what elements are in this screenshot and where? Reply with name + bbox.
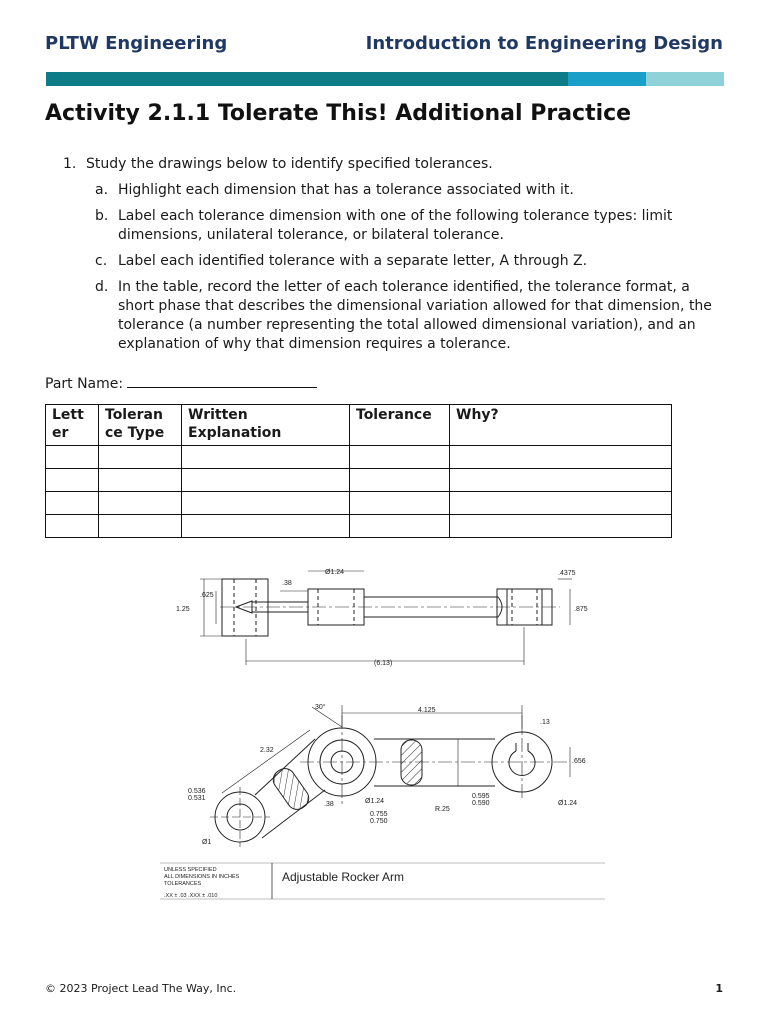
dim-label: .38 [282, 580, 292, 587]
table-cell[interactable] [450, 492, 672, 515]
dim-label: 0.595 [472, 793, 490, 800]
dim-label: Ø1.24 [325, 569, 345, 576]
table-cell[interactable] [450, 515, 672, 538]
dim-label: 30° [315, 704, 326, 711]
table-cell[interactable] [350, 515, 450, 538]
dim-label: .656 [572, 758, 586, 765]
sub-item-letter: b. [95, 208, 109, 224]
header-bar-segment-1 [46, 72, 568, 86]
table-row [46, 469, 672, 492]
table-cell[interactable] [182, 469, 350, 492]
sub-item-letter: c. [95, 253, 108, 269]
sub-item-text: Label each identified tolerance with a separate letter, A through Z. [118, 253, 588, 269]
table-cell[interactable] [182, 515, 350, 538]
table-row [46, 515, 672, 538]
col-header-why: Why? [450, 405, 672, 446]
header-bar-segment-3 [646, 72, 724, 86]
dim-label: 0.755 [370, 811, 388, 818]
part-name-field [45, 373, 317, 392]
table-row [46, 492, 672, 515]
copyright: © 2023 Project Lead The Way, Inc. [45, 982, 237, 995]
col-header-letter: Lett er [46, 405, 99, 446]
dim-label: .4375 [558, 570, 576, 577]
col-header-type: Toleran ce Type [99, 405, 182, 446]
table-cell[interactable] [350, 446, 450, 469]
rocker-arm-drawing [160, 555, 610, 905]
dim-label: .625 [200, 592, 214, 599]
table-row [46, 446, 672, 469]
item-number: 1. [63, 156, 77, 172]
title-block-line: UNLESS SPECIFIED [164, 867, 217, 873]
instruction-item-1 [45, 155, 725, 174]
table-cell[interactable] [46, 492, 99, 515]
table-cell[interactable] [450, 469, 672, 492]
page-title: Activity 2.1.1 Tolerate This! Additional Practice [45, 101, 632, 126]
dim-label: Ø1.24 [558, 800, 578, 807]
dim-label: Ø1 [202, 839, 212, 846]
dim-label: 0.750 [370, 818, 388, 825]
sub-item-b [45, 207, 725, 245]
tolerance-table [45, 404, 672, 538]
table-cell[interactable] [46, 515, 99, 538]
dim-label: 0.531 [188, 795, 206, 802]
table-cell[interactable] [46, 446, 99, 469]
dim-label: 0.536 [188, 788, 206, 795]
table-cell[interactable] [99, 515, 182, 538]
col-header-explanation: Written Explanation [182, 405, 350, 446]
sub-item-a [45, 181, 725, 200]
top-view-labels [176, 569, 588, 667]
title-block-line: ALL DIMENSIONS IN INCHES [164, 874, 240, 880]
top-view [200, 571, 572, 665]
part-name-label: Part Name: [45, 376, 124, 392]
col-header-tolerance: Tolerance [350, 405, 450, 446]
table-cell[interactable] [99, 446, 182, 469]
table-cell[interactable] [350, 492, 450, 515]
dim-label: (6.13) [374, 660, 393, 667]
dim-label: .13 [540, 719, 550, 726]
sub-item-c [45, 252, 725, 271]
sub-item-text: In the table, record the letter of each tolerance identified, the tolerance format, a short phase that describes the dimensional variation allowed for that dimension, the tolerance (a number representing the total allowed dimensional variation), and an explanation of why that dimension requires a tolerance. [118, 279, 712, 352]
sub-item-letter: a. [95, 182, 109, 198]
slot-hatch [401, 740, 422, 785]
header-course: Introduction to Engineering Design [365, 33, 723, 54]
dim-label: Ø1.24 [365, 798, 385, 805]
table-cell[interactable] [182, 492, 350, 515]
table-cell[interactable] [46, 469, 99, 492]
dim-label: R.25 [435, 806, 450, 813]
dim-label: 2.32 [260, 747, 274, 754]
title-block-line: TOLERANCES [164, 881, 202, 887]
sub-item-letter: d. [95, 279, 109, 295]
dim-label: 1.25 [176, 606, 190, 613]
left-block [222, 579, 268, 636]
table-header-row [46, 405, 672, 446]
dim-label: 0.590 [472, 800, 490, 807]
page-number: 1 [715, 982, 723, 995]
table-cell[interactable] [99, 492, 182, 515]
table-cell[interactable] [350, 469, 450, 492]
header-bar-segment-2 [568, 72, 646, 86]
item-text: Study the drawings below to identify specified tolerances. [86, 156, 493, 172]
table-cell[interactable] [450, 446, 672, 469]
sub-item-text: Highlight each dimension that has a tolerance associated with it. [118, 182, 574, 198]
part-title: Adjustable Rocker Arm [282, 870, 405, 884]
instructions [45, 155, 725, 354]
table-cell[interactable] [99, 469, 182, 492]
dim-label: 4.125 [418, 707, 436, 714]
arm-hatch [269, 765, 312, 814]
front-view [210, 705, 570, 847]
table-cell[interactable] [182, 446, 350, 469]
sub-item-d [45, 278, 725, 354]
part-name-blank[interactable] [127, 373, 317, 388]
dim-label: .875 [574, 606, 588, 613]
sub-item-text: Label each tolerance dimension with one of the following tolerance types: limit dimensions, unilateral tolerance, or bilateral tolerance. [118, 208, 673, 243]
title-block [160, 863, 605, 899]
title-block-line: .XX ± .03 .XXX ± .010 [164, 893, 218, 899]
header-program: PLTW Engineering [45, 33, 228, 54]
dim-label: .38 [324, 801, 334, 808]
